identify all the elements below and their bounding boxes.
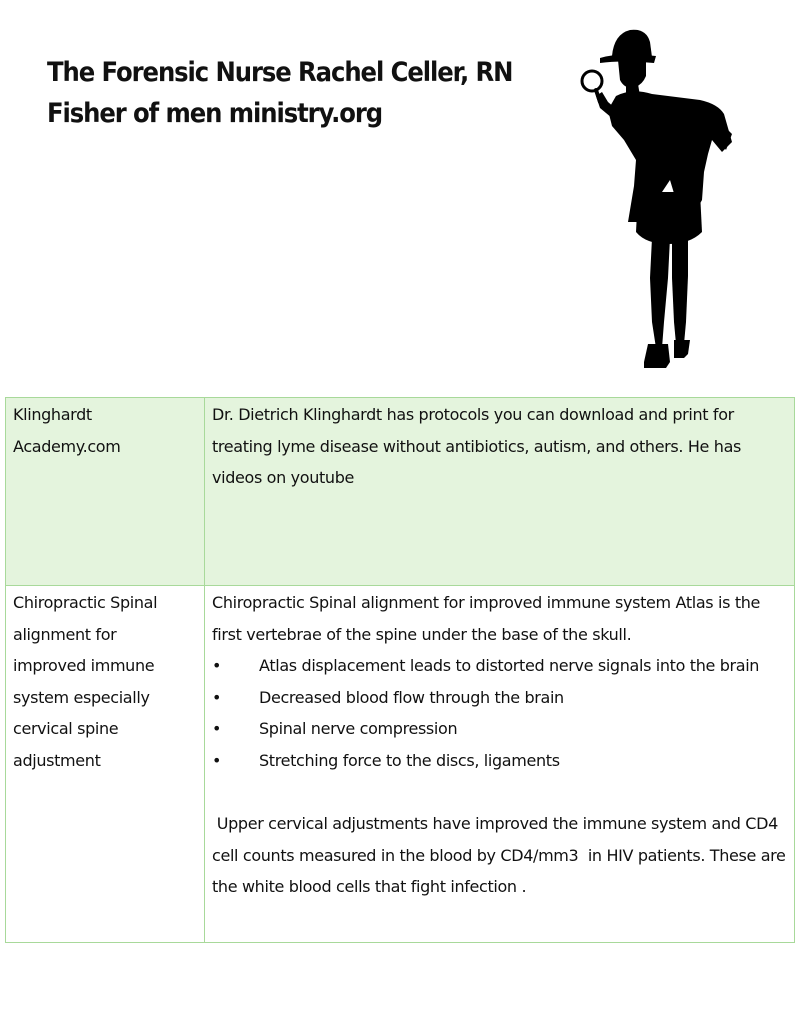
bullet-text: Spinal nerve compression bbox=[259, 719, 458, 739]
bullet-icon: • bbox=[212, 656, 222, 676]
bullet-text: Atlas displacement leads to distorted nerve signals into the brain bbox=[259, 656, 760, 676]
topic-line: adjustment bbox=[13, 750, 101, 770]
topic-line: Academy.com bbox=[13, 436, 121, 456]
page-title bbox=[47, 52, 512, 134]
list-item bbox=[212, 682, 788, 714]
bullet-text: Decreased blood flow through the brain bbox=[259, 687, 564, 707]
topic-line: cervical spine bbox=[13, 719, 119, 739]
title-line-1: The Forensic Nurse Rachel Celler, RN bbox=[47, 57, 513, 88]
title-line-2: Fisher of men ministry.org bbox=[47, 98, 383, 129]
topic-line: Klinghardt bbox=[13, 405, 92, 424]
table-row bbox=[6, 398, 795, 586]
bullet-icon: • bbox=[212, 719, 222, 739]
detective-woman-magnifier-silhouette-icon bbox=[572, 22, 742, 374]
table-row bbox=[6, 586, 795, 943]
topic-cell bbox=[6, 586, 205, 943]
spacer bbox=[212, 777, 788, 809]
resource-table bbox=[5, 397, 795, 943]
bullet-icon: • bbox=[212, 687, 222, 707]
topic-cell bbox=[6, 398, 205, 586]
bullet-list bbox=[212, 650, 788, 776]
description-cell bbox=[205, 586, 795, 943]
description-closing: Upper cervical adjustments have improved the immune system and CD4 cell counts measured in the blood by CD4/mm3 in HIV patients. These are the white blood cells that fight infection . bbox=[212, 814, 791, 897]
list-item bbox=[212, 713, 788, 745]
list-item bbox=[212, 650, 788, 682]
list-item bbox=[212, 745, 788, 777]
bullet-text: Stretching force to the discs, ligaments bbox=[259, 750, 560, 770]
topic-line: system especially bbox=[13, 687, 150, 707]
topic-line: Chiropractic Spinal bbox=[13, 593, 158, 612]
description-text: Dr. Dietrich Klinghardt has protocols you can download and print for treating lyme disease without antibiotics, autism, and others. He has videos on youtube bbox=[212, 405, 742, 488]
description-intro: Chiropractic Spinal alignment for improved immune system Atlas is the first vertebrae of the spine under the base of the skull. bbox=[212, 593, 761, 644]
description-cell bbox=[205, 398, 795, 586]
topic-line: alignment for bbox=[13, 624, 117, 644]
bullet-icon: • bbox=[212, 750, 222, 770]
topic-line: improved immune bbox=[13, 656, 155, 676]
